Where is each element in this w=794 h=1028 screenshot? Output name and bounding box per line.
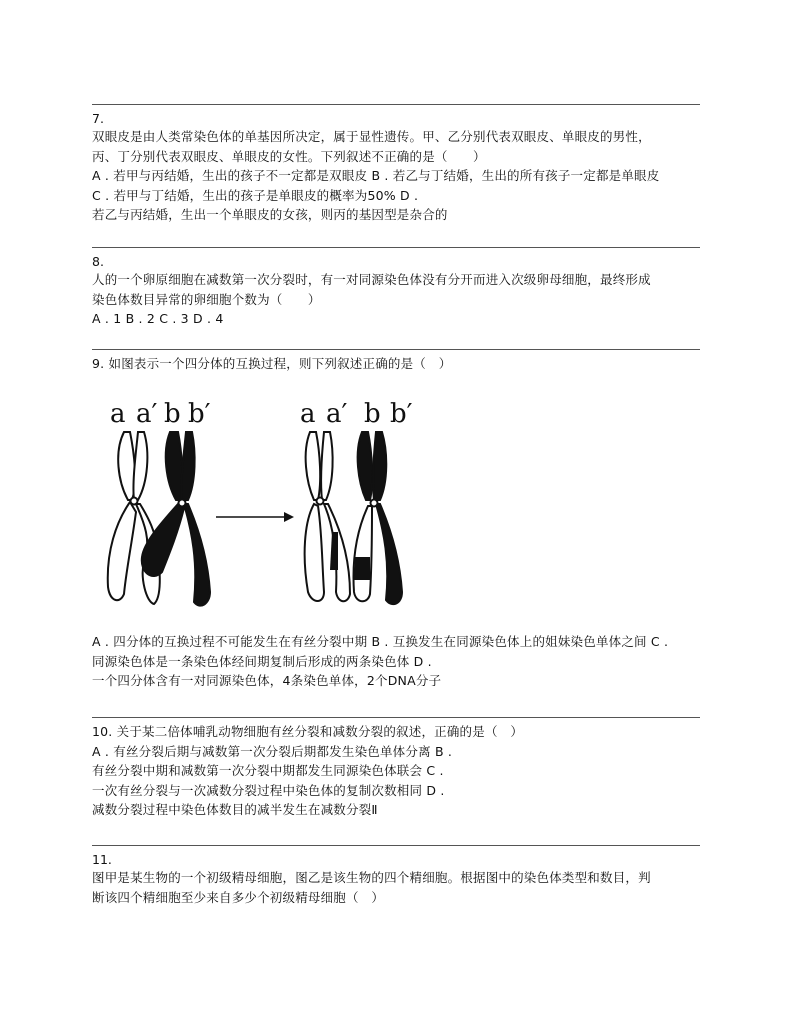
label-a-prime: a′ (326, 399, 348, 429)
divider (92, 247, 700, 248)
question-text: 人的一个卵原细胞在减数第一次分裂时，有一对同源染色体没有分开而进入次级卵母细胞，最终形成 (92, 272, 651, 287)
label-b-prime: b′ (188, 399, 211, 429)
label-b: b (164, 399, 181, 429)
question-number: 7. (92, 111, 104, 126)
answer-options: 一次有丝分裂与一次减数分裂过程中染色体的复制次数相同 D . (92, 782, 445, 798)
question-text: 丙、丁分别代表双眼皮、单眼皮的女性。下列叙述不正确的是（ ） (92, 148, 486, 164)
question-9 (92, 349, 700, 374)
question-text: 染色体数目异常的卵细胞个数为（ ） (92, 291, 321, 307)
answer-options: 若乙与丙结婚，生出一个单眼皮的女孩，则丙的基因型是杂合的 (92, 207, 448, 223)
label-a: a (110, 399, 126, 429)
divider (92, 104, 700, 105)
answer-options: 同源染色体是一条染色体经间期复制后形成的两条染色体 D . (92, 653, 432, 669)
answer-options: 有丝分裂中期和减数第一次分裂中期都发生同源染色体联会 C . (92, 763, 444, 779)
label-b-prime: b′ (390, 399, 413, 429)
question-10 (92, 717, 700, 820)
tetrad-after (305, 432, 402, 604)
label-a: a (300, 399, 316, 429)
question-11 (92, 845, 700, 907)
tetrad-before (108, 432, 210, 606)
answer-options: 一个四分体含有一对同源染色体，4条染色单体，2个DNA分子 (92, 673, 442, 689)
question-text: 9. 如图表示一个四分体的互换过程，则下列叙述正确的是（ ） (92, 356, 452, 371)
question-number: 8. (92, 254, 104, 269)
question-8 (92, 247, 700, 329)
question-text: 10. 关于某二倍体哺乳动物细胞有丝分裂和减数分裂的叙述，正确的是（ ） (92, 724, 524, 739)
tetrad-crossover-figure (92, 382, 432, 622)
question-number: 11. (92, 852, 112, 867)
answer-options: A . 若甲与丙结婚，生出的孩子不一定都是双眼皮 B . 若乙与丁结婚，生出的所有孩子一定都是单眼皮 (92, 168, 660, 184)
label-a-prime: a′ (136, 399, 158, 429)
question-text: 双眼皮是由人类常染色体的单基因所决定，属于显性遗传。甲、乙分别代表双眼皮、单眼皮的男性， (92, 129, 651, 144)
question-7 (92, 104, 700, 225)
question-text: 图甲是某生物的一个初级精母细胞，图乙是该生物的四个精细胞。根据图中的染色体类型和数目，判 (92, 870, 651, 885)
arrow-icon (216, 512, 294, 522)
label-b: b (364, 399, 381, 429)
answer-options: A . 1 B . 2 C . 3 D . 4 (92, 311, 224, 327)
question-9-options (92, 632, 700, 691)
divider (92, 349, 700, 350)
divider (92, 717, 700, 718)
question-text: 断该四个精细胞至少来自多少个初级精母细胞（ ） (92, 889, 385, 905)
answer-options: A . 四分体的互换过程不可能发生在有丝分裂中期 B . 互换发生在同源染色体上的姐妹染色单体之间 C . (92, 634, 669, 649)
divider (92, 845, 700, 846)
answer-options: A . 有丝分裂后期与减数第一次分裂后期都发生染色单体分离 B . (92, 743, 453, 759)
answer-options: C . 若甲与丁结婚，生出的孩子是单眼皮的概率为50% D . (92, 187, 419, 203)
answer-options: 减数分裂过程中染色体数目的减半发生在减数分裂Ⅱ (92, 802, 378, 818)
